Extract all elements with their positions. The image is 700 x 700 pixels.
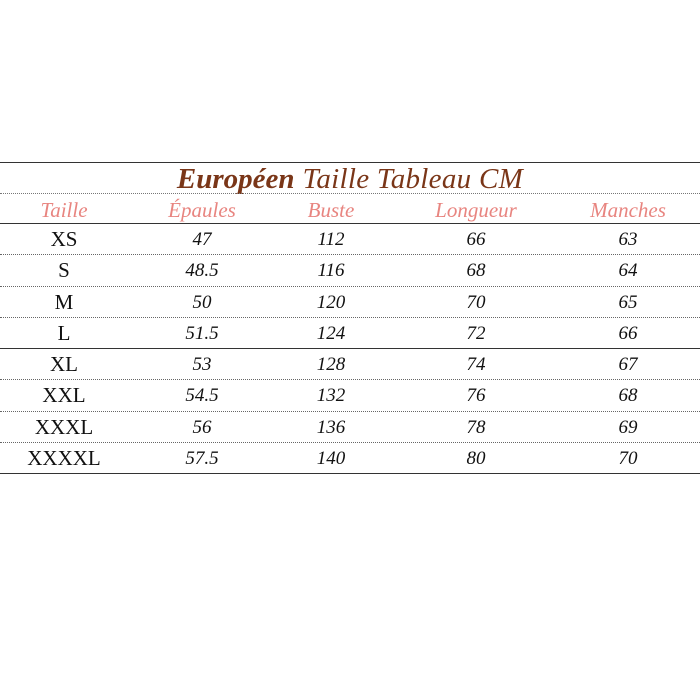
header-buste: Buste — [307, 198, 355, 222]
epaules-cell: 54.5 — [185, 385, 219, 407]
longueur-cell: 74 — [466, 354, 486, 376]
manches-cell: 63 — [618, 229, 638, 250]
buste-cell: 120 — [316, 291, 346, 313]
table-row — [0, 318, 700, 349]
longueur-cell: 68 — [466, 260, 486, 282]
epaules-cell: 53 — [192, 354, 212, 376]
header-epaules: Épaules — [168, 198, 236, 222]
buste-cell: 116 — [317, 260, 345, 282]
size-cell: M — [54, 289, 74, 314]
size-cell: XXL — [42, 383, 86, 408]
table-row — [0, 380, 700, 411]
epaules-cell: 56 — [192, 416, 212, 438]
title-divider — [0, 193, 700, 194]
buste-cell: 124 — [316, 322, 346, 344]
table-row — [0, 224, 700, 255]
table-bottom-rule — [0, 473, 700, 474]
header-row — [0, 196, 700, 224]
buste-cell: 128 — [316, 354, 346, 376]
table-row — [0, 255, 700, 286]
longueur-cell: 72 — [466, 322, 486, 344]
table-row — [0, 443, 700, 474]
epaules-cell: 47 — [192, 229, 212, 250]
header-manches: Manches — [590, 198, 666, 222]
longueur-cell: 76 — [466, 385, 486, 407]
buste-cell: 132 — [316, 385, 346, 407]
header-taille: Taille — [40, 198, 88, 222]
size-cell: S — [58, 258, 70, 283]
longueur-cell: 66 — [466, 229, 486, 250]
manches-cell: 64 — [618, 260, 638, 282]
size-cell: XXXL — [34, 414, 94, 439]
epaules-cell: 51.5 — [185, 322, 219, 344]
longueur-cell: 70 — [466, 291, 486, 313]
buste-cell: 140 — [316, 448, 346, 470]
manches-cell: 67 — [618, 354, 638, 376]
table-row — [0, 287, 700, 318]
size-cell: XXXXL — [27, 446, 101, 471]
table-row — [0, 349, 700, 380]
manches-cell: 69 — [618, 416, 638, 438]
epaules-cell: 50 — [192, 291, 212, 313]
buste-cell: 112 — [317, 229, 345, 250]
table-body — [0, 224, 700, 474]
table-title-bold: Européen — [176, 163, 295, 195]
longueur-cell: 80 — [466, 448, 486, 470]
size-cell: XL — [50, 352, 78, 377]
table-title — [0, 162, 700, 194]
table-row — [0, 412, 700, 443]
manches-cell: 66 — [618, 322, 638, 344]
buste-cell: 136 — [316, 416, 346, 438]
epaules-cell: 48.5 — [185, 260, 219, 282]
size-cell: L — [57, 320, 71, 345]
manches-cell: 70 — [618, 448, 638, 470]
table-title-rest: Taille Tableau CM — [302, 163, 524, 195]
header-longueur: Longueur — [435, 198, 517, 222]
manches-cell: 68 — [618, 385, 638, 407]
manches-cell: 65 — [618, 291, 638, 313]
size-cell: XS — [50, 227, 78, 251]
epaules-cell: 57.5 — [185, 448, 219, 470]
longueur-cell: 78 — [466, 416, 486, 438]
